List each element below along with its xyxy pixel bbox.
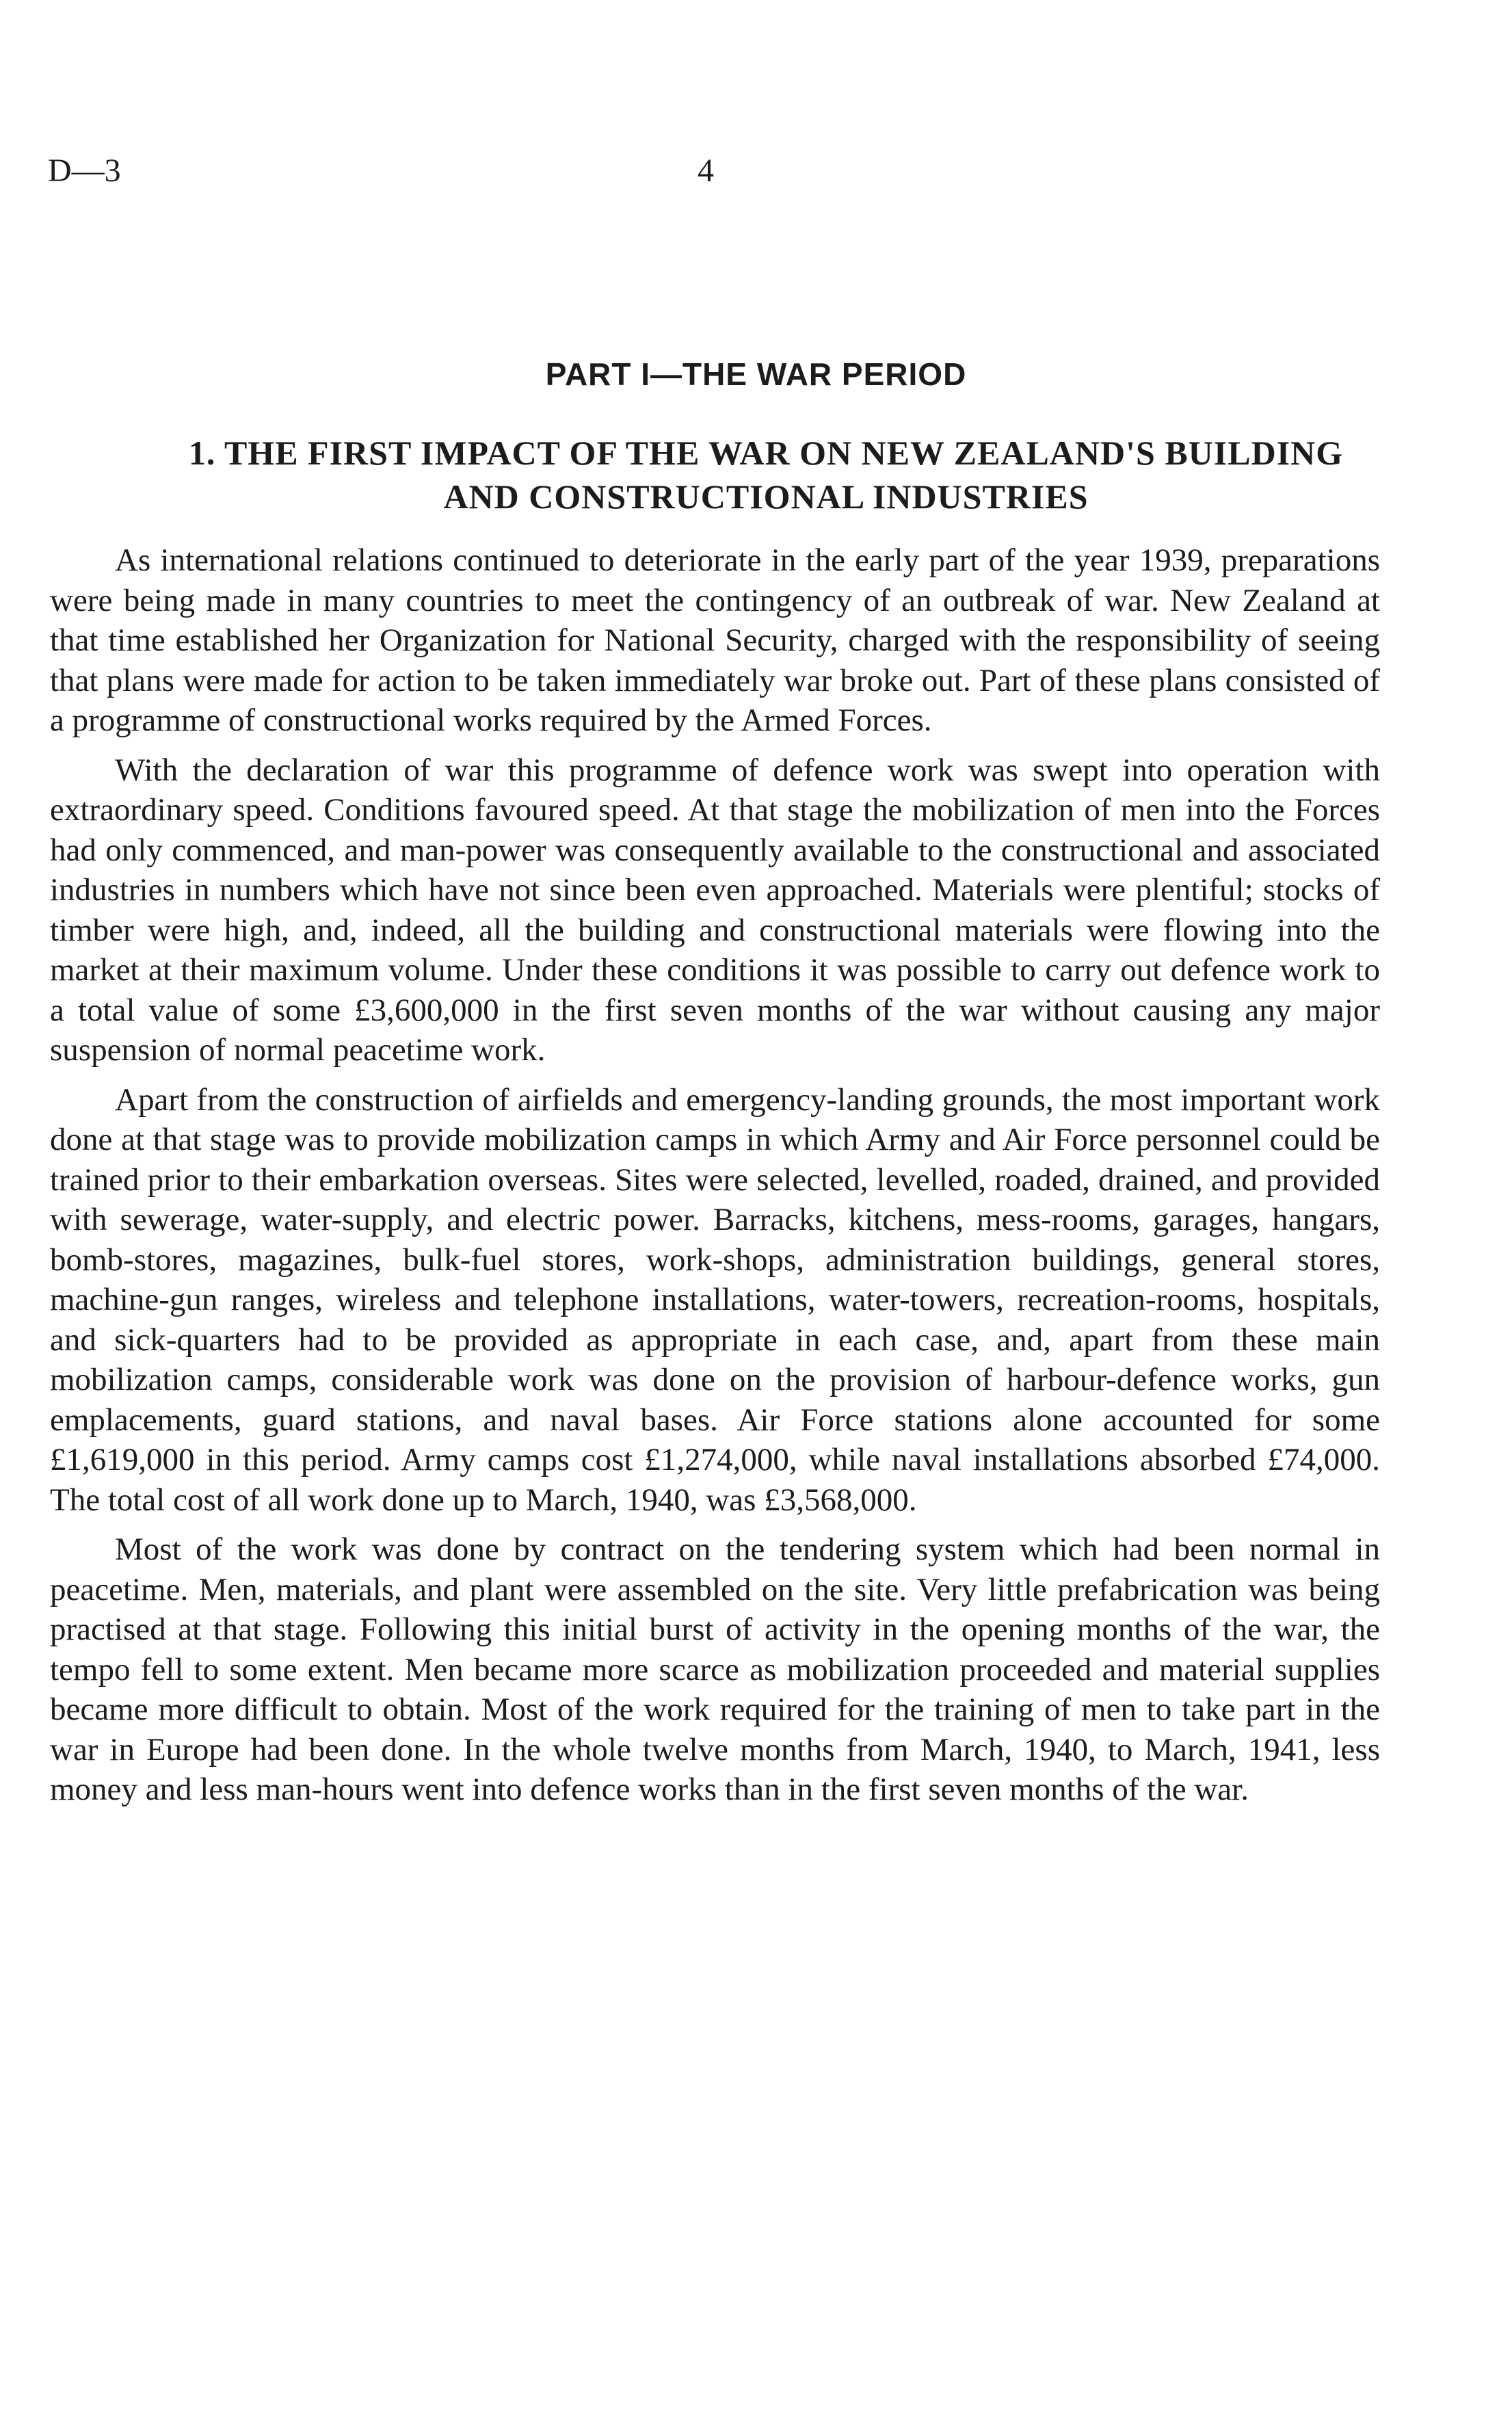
- document-reference: D—3: [48, 153, 121, 189]
- paragraph: Apart from the construction of airfields and emergency-landing grounds, the most important work done at that stage was to provide mobilization camps in which Army and Air Force personnel could be trained prior to their embarkation overseas. Sites were selected, levelled, roaded, drained, and provided with sewerage, water-supply, and electric power. Barracks, kitchens, mess-rooms, garages, hangars, bomb-stores, magazines, bulk-fuel stores, work-shops, administration buildings, general stores, machine-gun ranges, wireless and telephone installations, water-towers, recreation-rooms, hospitals, and sick-quarters had to be provided as appropriate in each case, and, apart from these main mobilization camps, considerable work was done on the provision of harbour-defence works, gun emplacements, guard stations, and naval bases. Air Force stations alone accounted for some £1,619,000 in this period. Army camps cost £1,274,000, while naval installations absorbed £74,000. The total cost of all work done up to March, 1940, was £3,568,000.: [50, 1081, 1380, 1518]
- paragraph: Most of the work was done by contract on the tendering system which had been normal in peacetime. Men, materials, and plant were assembled on the site. Very little prefabrication was being practised at that stage. Following this initial burst of activity in the opening months of the war, the tempo fell to some extent. Men became more scarce as mobilization proceeded and material supplies became more difficult to obtain. Most of the work required for the training of men to take part in the war in Europe had been done. In the whole twelve months from March, 1940, to March, 1941, less money and less man-hours went into defence works than in the first seven months of the war.: [50, 1532, 1380, 1807]
- part-title: PART I—THE WAR PERIOD: [545, 356, 967, 392]
- section-number: 1.: [188, 434, 216, 472]
- paragraph: With the declaration of war this programme of defence work was swept into operation with extraordinary speed. Conditions favoured speed. At that stage the mobilization of men into the Forces had only commenced, and man-power was consequently available to the constructional and associated industries in numbers which have not since been even approached. Materials were plentiful; stocks of timber were high, and, indeed, all the building and constructional materials were flowing into the market at their maximum volume. Under these conditions it was possible to carry out defence work to a total value of some £3,600,000 in the first seven months of the war without causing any major suspension of normal peacetime work.: [50, 752, 1380, 1068]
- section-title-text: THE FIRST IMPACT OF THE WAR ON NEW ZEALAND'S BUILDING AND CONSTRUCTIONAL INDUSTRIES: [224, 434, 1344, 516]
- section-title: [150, 431, 1381, 518]
- page-number: 4: [698, 153, 714, 189]
- page-header: [0, 149, 1512, 204]
- paragraph: As international relations continued to deteriorate in the early part of the year 1939, preparations were being made in many countries to meet the contingency of an outbreak of war. New Zealand at that time established her Organization for National Security, charged with the responsibility of seeing that plans were made for action to be taken immediately war broke out. Part of these plans consisted of a programme of constructional works required by the Armed Forces.: [50, 542, 1380, 738]
- body-text: [50, 540, 1380, 1819]
